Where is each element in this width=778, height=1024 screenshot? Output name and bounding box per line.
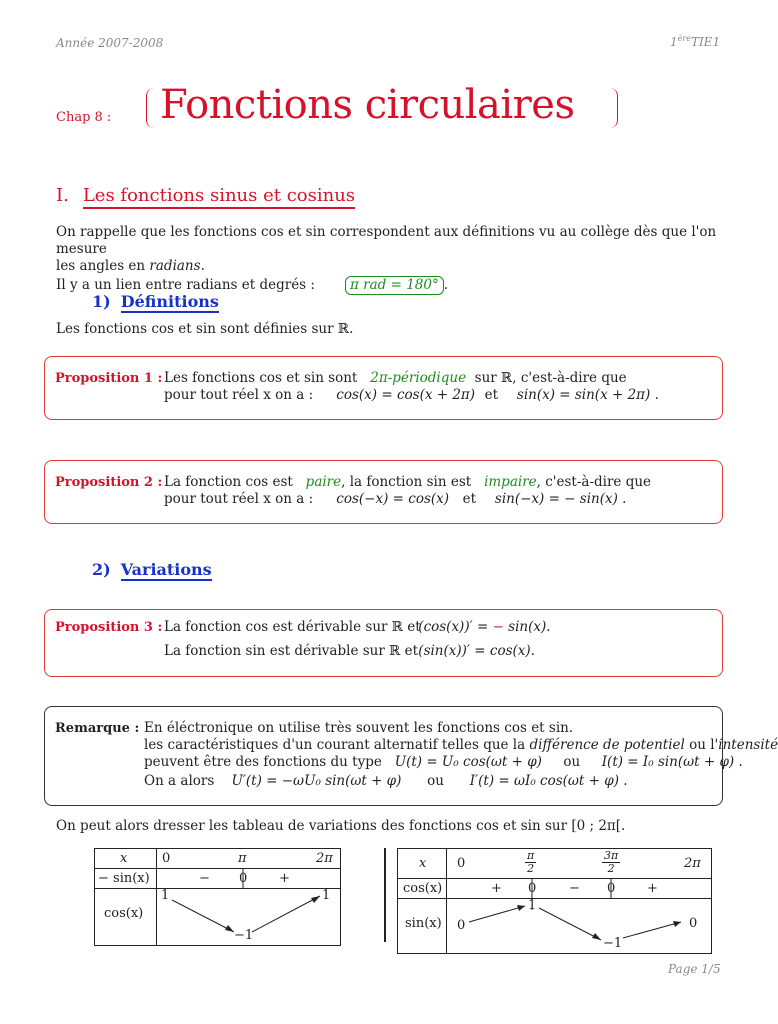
proposition-3-box (44, 609, 723, 677)
intro-paragraph (56, 224, 726, 295)
intro-line-3-end: . (443, 277, 449, 293)
odd-term: impaire (484, 474, 537, 490)
section-title: Les fonctions sinus et cosinus (83, 185, 355, 209)
minus-sign: − (492, 619, 504, 635)
pi2-numerator: π (527, 849, 535, 862)
class-superscript: ère (677, 34, 691, 43)
remark-text-d: peuvent être des fonctions du type (144, 754, 382, 770)
p2-text-a: La fonction cos est (164, 474, 293, 490)
radians-word: radians (149, 258, 201, 274)
proposition-3-line-2 (164, 643, 535, 659)
subsection-variations (92, 560, 212, 579)
p2-formula-cos: cos(−x) = cos(x) (336, 491, 450, 507)
cos-x-0: 0 (162, 851, 171, 866)
remark-or-2: ou (427, 773, 444, 789)
cos-func-label: cos(x) (104, 906, 144, 921)
sin-x-0: 0 (457, 856, 466, 871)
remark-text-c: ou l' (689, 737, 719, 753)
sin-sign-1: + (491, 881, 502, 896)
cos-sign-minus: − (199, 871, 210, 886)
cos-x-pi: π (238, 851, 247, 866)
pi2-denominator: 2 (527, 862, 535, 875)
proposition-3-label: Proposition 3 : (55, 620, 163, 635)
periodic-term: 2π-périodique (370, 370, 467, 386)
sin-value-start: 0 (457, 918, 466, 933)
proposition-2-label: Proposition 2 : (55, 475, 163, 490)
subsection-title: Définitions (120, 292, 219, 311)
p3-formula-sin: (sin(x))′ = cos(x). (418, 643, 535, 659)
formula-i: I(t) = I₀ sin(ωt + φ) . (601, 754, 743, 770)
intro-line-2-text: les angles en (56, 258, 150, 274)
sin-value-max: 1 (528, 898, 537, 913)
intensity-term: intensité (718, 737, 778, 753)
class-name: TIE1 (690, 35, 721, 49)
intro-line-2-end: . (200, 258, 205, 274)
cos-x-2pi: 2π (316, 851, 333, 866)
header-year: Année 2007-2008 (56, 36, 164, 50)
3pi2-numerator: 3π (604, 849, 619, 862)
sin-value-min: −1 (603, 936, 623, 951)
proposition-1-line-2 (164, 387, 659, 403)
proposition-1-box (44, 356, 723, 420)
p1-text-a: Les fonctions cos et sin sont (164, 370, 358, 386)
sin-x-2pi: 2π (684, 856, 701, 871)
sin-x-pi-over-2 (525, 850, 536, 875)
sin-variation-table (397, 848, 712, 954)
page-number: Page 1/5 (668, 962, 721, 976)
remark-box (44, 706, 778, 806)
cos-value-min: −1 (234, 928, 254, 943)
formula-u-prime: U′(t) = −ωU₀ sin(ωt + φ) (231, 773, 402, 789)
p2-text-c: , la fonction sin est (341, 474, 472, 490)
header-class (670, 34, 720, 49)
sin-sign-2: 0 (528, 881, 537, 896)
cos-variation-table (94, 848, 341, 946)
cos-deriv-label: − sin(x) (98, 871, 150, 886)
potential-term: différence de potentiel (529, 737, 685, 753)
proposition-2-line-1 (164, 474, 651, 490)
cos-sign-zero: 0 (239, 871, 248, 886)
remark-line-4 (144, 773, 628, 789)
cos-sign-plus: + (279, 871, 290, 886)
remark-line-1: En éléctronique on utilise très souvent les fonctions cos et sin. (144, 720, 574, 736)
definitions-text: Les fonctions cos et sin sont définies sur ℝ. (56, 321, 354, 337)
p1-formula-sin: sin(x) = sin(x + 2π) . (516, 387, 659, 403)
p1-text-d: pour tout réel x on a : (164, 387, 314, 403)
p3-text-a: La fonction cos est dérivable sur ℝ et (164, 619, 421, 635)
3pi2-denominator: 2 (607, 862, 615, 875)
subsection-title: Variations (120, 560, 212, 579)
sin-x-3pi-over-2 (602, 850, 620, 875)
sin-deriv-label: cos(x) (403, 881, 443, 896)
remark-text-a: les caractéristiques d'un courant alternatif telles que la (144, 737, 526, 753)
remark-line-2 (144, 737, 778, 753)
sin-table-grid (397, 848, 712, 954)
proposition-2-line-2 (164, 491, 626, 507)
page-title: Fonctions circulaires (160, 82, 575, 128)
p3-formula-cos-rhs: sin(x). (508, 619, 551, 635)
subsection-number: 2) (92, 560, 111, 579)
sin-sign-3: − (569, 881, 580, 896)
p2-text-e: , c'est-à-dire que (536, 474, 652, 490)
formula-i-prime: I′(t) = ωI₀ cos(ωt + φ) . (469, 773, 628, 789)
cos-value-end: 1 (322, 888, 331, 903)
p2-and: et (462, 491, 477, 507)
section-heading (56, 185, 355, 206)
intro-line-2 (56, 258, 726, 275)
subsection-definitions (92, 292, 219, 311)
intro-line-1: On rappelle que les fonctions cos et sin correspondent aux définitions vu au collège dès que l'on mesure (56, 224, 717, 257)
remark-line-3 (144, 754, 743, 770)
even-term: paire (305, 474, 342, 490)
remark-label: Remarque : (55, 721, 140, 736)
p1-text-c: sur ℝ, c'est-à-dire que (474, 370, 627, 386)
remark-or-1: ou (563, 754, 581, 770)
subsection-number: 1) (92, 292, 111, 311)
sin-x-label: x (419, 856, 427, 871)
chapter-label: Chap 8 : (56, 110, 112, 125)
p3-formula-cos-lhs: (cos(x))′ = (418, 619, 489, 635)
cos-value-start: 1 (161, 888, 170, 903)
sin-sign-5: + (647, 881, 658, 896)
proposition-3-line-1 (164, 619, 551, 635)
cos-x-label: x (120, 851, 128, 866)
proposition-2-box (44, 460, 723, 524)
tables-separator (384, 848, 386, 942)
sin-sign-4: 0 (607, 881, 616, 896)
pi-rad-box: π rad = 180° (345, 276, 444, 295)
p2-text-f: pour tout réel x on a : (164, 491, 314, 507)
formula-u: U(t) = U₀ cos(ωt + φ) (394, 754, 542, 770)
proposition-1-label: Proposition 1 : (55, 371, 163, 386)
p1-and: et (484, 387, 499, 403)
sin-value-end: 0 (689, 916, 698, 931)
class-number: 1 (670, 35, 678, 49)
proposition-1-line-1 (164, 370, 627, 386)
cos-table-grid (94, 848, 341, 946)
remark-text-e: On a alors (144, 773, 215, 789)
p2-formula-sin: sin(−x) = − sin(x) . (494, 491, 627, 507)
p3-text-b: La fonction sin est dérivable sur ℝ et (164, 643, 419, 659)
section-number: I. (56, 185, 69, 206)
intro-line-3-text: Il y a un lien entre radians et degrés : (56, 277, 315, 293)
sin-func-label: sin(x) (405, 916, 442, 931)
p1-formula-cos: cos(x) = cos(x + 2π) (336, 387, 476, 403)
table-intro: On peut alors dresser les tableau de variations des fonctions cos et sin sur [0 ; 2π[. (56, 818, 626, 834)
